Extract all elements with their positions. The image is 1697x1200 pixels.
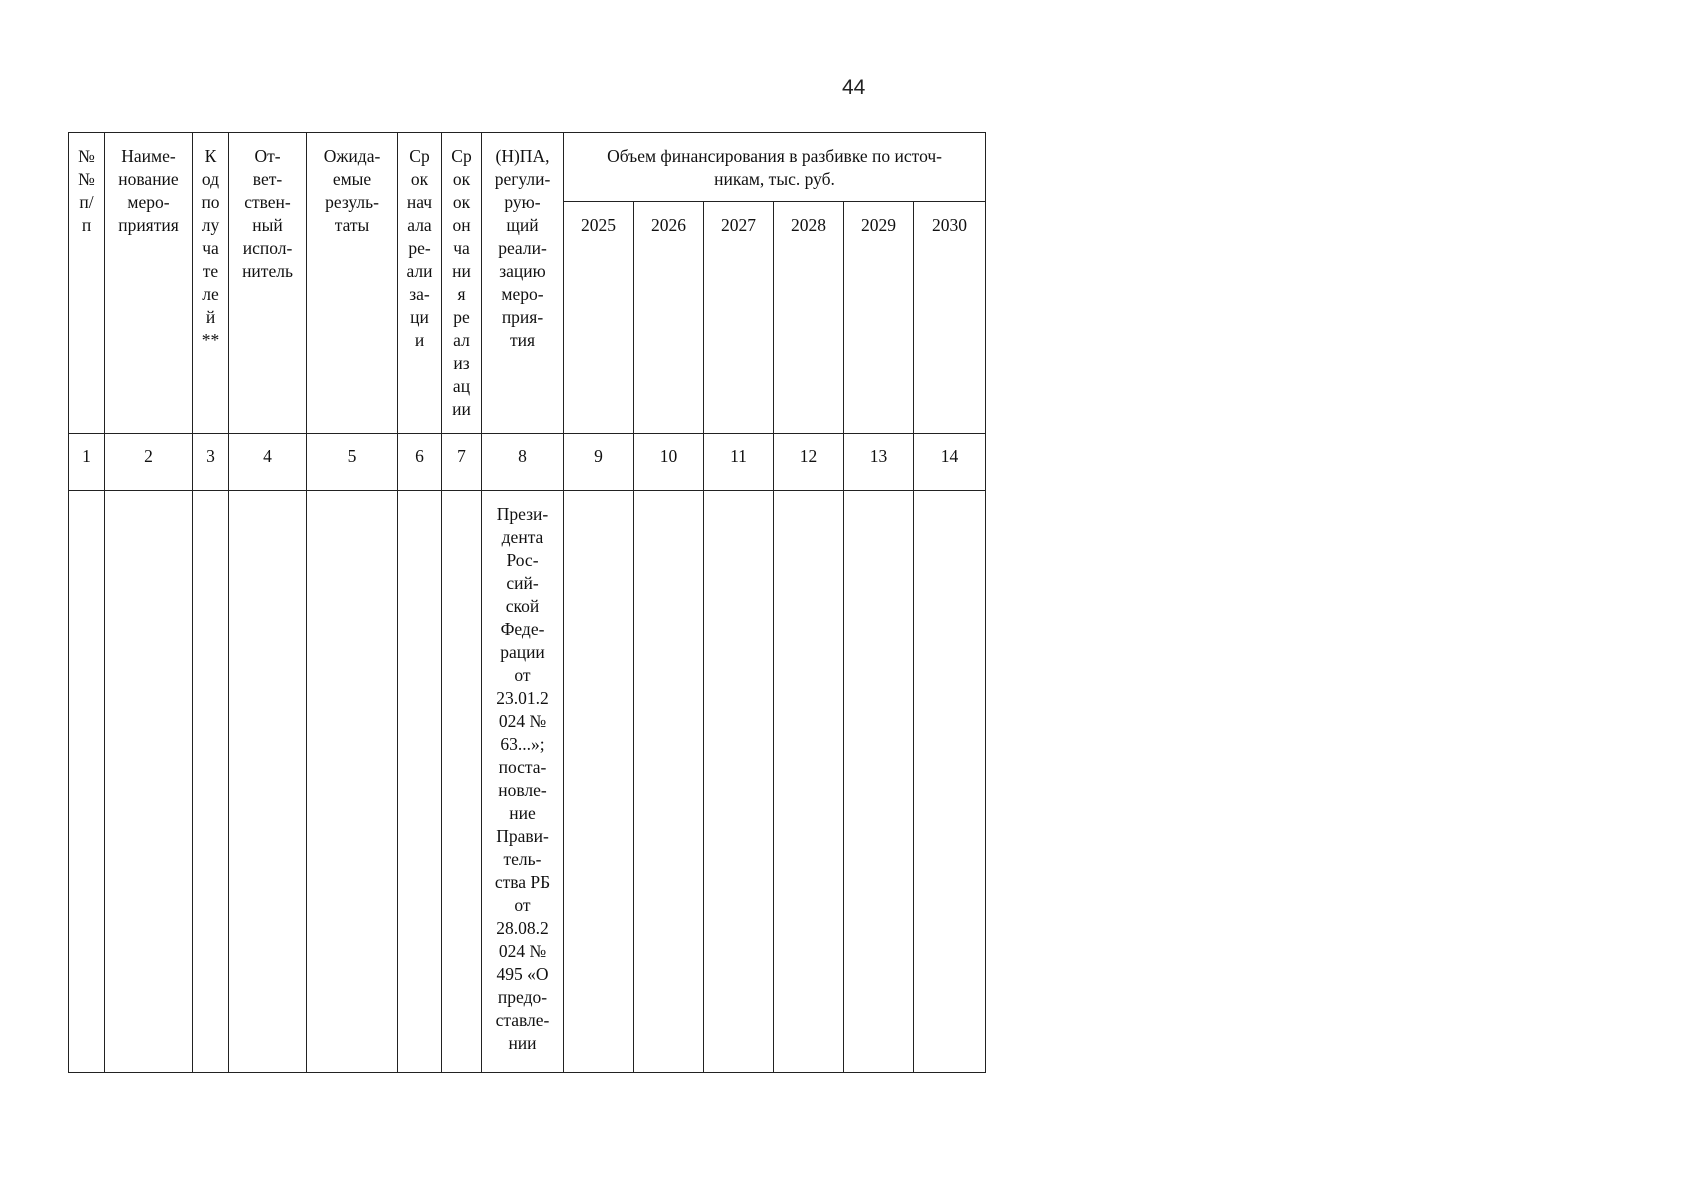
column-number-cell: 5 [307,434,398,491]
column-number-cell: 4 [229,434,307,491]
column-number-cell: 7 [442,434,482,491]
column-number-cell: 13 [844,434,914,491]
table-row [69,491,986,1073]
year-cell: 2025 [564,202,634,434]
column-number-cell: 10 [634,434,704,491]
year-cell: 2028 [774,202,844,434]
column-number-cell: 1 [69,434,105,491]
header-cell-number: № № п/ п [69,133,105,434]
column-number-cell: 9 [564,434,634,491]
body-cell [774,491,844,1073]
year-cell: 2029 [844,202,914,434]
column-number-cell: 12 [774,434,844,491]
header-cell-recipient-code: К од по лу ча те ле й ** [193,133,229,434]
body-cell [914,491,986,1073]
body-cell [307,491,398,1073]
header-cell-expected-results: Ожида- емые резуль- таты [307,133,398,434]
body-cell [69,491,105,1073]
header-cell-financing: Объем финансирования в разбивке по источ- никам, тыс. руб. [564,133,986,202]
header-row [69,133,986,202]
body-cell [229,491,307,1073]
year-cell: 2030 [914,202,986,434]
regulation-text-cell: Прези- дента Рос- сий- ской Феде- рации от 23.01.2 024 № 63...»; поста- новле- ние Прави- тель- ства РБ от 28.08.2 024 № 495 «О предо- ставле- нии [482,491,564,1073]
column-number-cell: 11 [704,434,774,491]
body-cell [193,491,229,1073]
column-number-cell: 8 [482,434,564,491]
header-cell-responsible: От- вет- ствен- ный испол- нитель [229,133,307,434]
body-cell [442,491,482,1073]
year-cell: 2027 [704,202,774,434]
column-number-cell: 2 [105,434,193,491]
column-number-cell: 14 [914,434,986,491]
column-number-cell: 6 [398,434,442,491]
financing-plan-table [68,132,986,1073]
header-cell-start-date: Ср ок нач ала ре- али за- ци и [398,133,442,434]
column-number-cell: 3 [193,434,229,491]
body-cell [105,491,193,1073]
header-cell-regulation: (Н)ПА, регули- рую- щий реали- зацию меро- прия- тия [482,133,564,434]
header-cell-end-date: Ср ок ок он ча ни я ре ал из ац ии [442,133,482,434]
header-cell-event-name: Наиме- нование меро- приятия [105,133,193,434]
body-cell [704,491,774,1073]
body-cell [634,491,704,1073]
year-cell: 2026 [634,202,704,434]
body-cell [564,491,634,1073]
body-cell [844,491,914,1073]
page-number: 44 [842,76,866,99]
body-cell [398,491,442,1073]
column-number-row [69,434,986,491]
